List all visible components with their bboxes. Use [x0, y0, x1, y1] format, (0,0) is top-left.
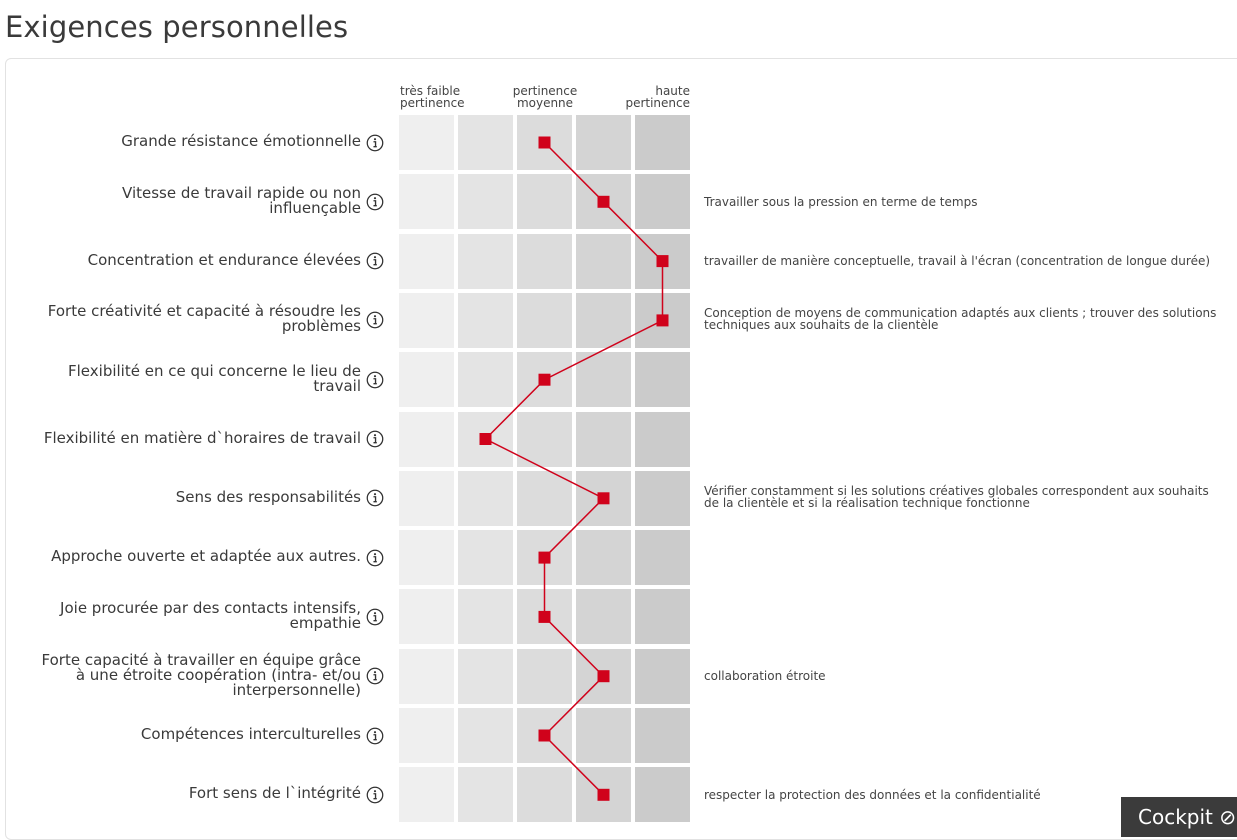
info-circle-icon[interactable] — [366, 549, 384, 567]
grid-cell — [635, 708, 690, 763]
grid-cell — [576, 767, 631, 822]
requirement-comment: travailler de manière conceptuelle, travail à l'écran (concentration de longue durée) — [704, 254, 1211, 269]
grid-cell — [576, 293, 631, 348]
grid-cell — [458, 293, 513, 348]
requirement-label: Concentration et endurance élevées — [87, 250, 361, 269]
requirement-label: Grande résistance émotionnelle — [121, 132, 361, 150]
grid-cell — [635, 530, 690, 585]
grid-cell — [517, 412, 572, 467]
grid-cell — [517, 767, 572, 822]
info-circle-icon[interactable] — [366, 489, 384, 507]
grid-cell — [458, 174, 513, 229]
requirement-comment: respecter la protection des données et la confidentialité — [704, 787, 1041, 802]
grid-cell — [517, 649, 572, 704]
grid-cell — [576, 234, 631, 289]
compass-icon: ⊘ — [1219, 805, 1236, 829]
grid-cell — [399, 530, 454, 585]
grid-cell — [399, 352, 454, 407]
grid-cell — [517, 174, 572, 229]
requirement-label: Compétences interculturelles — [140, 725, 361, 743]
grid-cell — [399, 412, 454, 467]
grid-cell — [576, 589, 631, 644]
grid-cell — [458, 589, 513, 644]
grid-cell — [517, 115, 572, 170]
grid-cell — [458, 530, 513, 585]
grid-cell — [458, 649, 513, 704]
grid-cell — [576, 115, 631, 170]
grid-cell — [517, 530, 572, 585]
grid-cell — [517, 234, 572, 289]
grid-cell — [458, 352, 513, 407]
grid-cell — [576, 352, 631, 407]
info-circle-icon[interactable] — [366, 371, 384, 389]
requirement-label: Fort sens de l`intégrité — [188, 784, 361, 803]
requirement-label: Forte créativité et capacité à résoudre les problèmes — [47, 302, 361, 336]
column-header-low: très faible pertinence — [400, 84, 465, 110]
requirement-label: Forte capacité à travailler en équipe grâce à une étroite coopération (intra- et/ou interpersonnelle) — [41, 650, 361, 699]
info-circle-icon[interactable] — [366, 667, 384, 685]
requirement-comment: collaboration étroite — [704, 669, 826, 684]
requirement-label: Sens des responsabilités — [175, 487, 361, 506]
grid-cell — [458, 115, 513, 170]
grid-cell — [458, 767, 513, 822]
grid-cell — [635, 767, 690, 822]
page-title: Exigences personnelles — [5, 10, 349, 44]
grid-cell — [635, 412, 690, 467]
info-circle-icon[interactable] — [366, 727, 384, 745]
info-circle-icon[interactable] — [366, 252, 384, 270]
info-circle-icon[interactable] — [366, 134, 384, 152]
grid-cell — [635, 589, 690, 644]
grid-cell — [635, 293, 690, 348]
grid-cell — [399, 767, 454, 822]
info-circle-icon[interactable] — [366, 430, 384, 448]
requirement-label: Approche ouverte et adaptée aux autres. — [51, 547, 361, 566]
grid-cell — [635, 352, 690, 407]
info-circle-icon[interactable] — [366, 193, 384, 211]
grid-cell — [399, 115, 454, 170]
column-header-medium: pertinence moyenne — [512, 84, 578, 110]
grid-cell — [517, 471, 572, 526]
grid-cell — [458, 708, 513, 763]
info-circle-icon[interactable] — [366, 311, 384, 329]
grid-cell — [399, 174, 454, 229]
grid-cell — [517, 293, 572, 348]
grid-cell — [458, 412, 513, 467]
grid-cell — [635, 234, 690, 289]
grid-cell — [517, 589, 572, 644]
column-header-high: haute pertinence — [625, 84, 690, 110]
grid-cell — [576, 471, 631, 526]
grid-cell — [399, 471, 454, 526]
grid-cell — [517, 352, 572, 407]
grid-cell — [635, 174, 690, 229]
requirement-label: Flexibilité en ce qui concerne le lieu de travail — [68, 361, 361, 395]
info-circle-icon[interactable] — [366, 608, 384, 626]
requirement-comment: Conception de moyens de communication adaptés aux clients ; trouver des solutions techniques aux souhaits de la clientèle — [704, 306, 1217, 333]
requirement-label: Vitesse de travail rapide ou non influençable — [122, 183, 361, 217]
grid-cell — [458, 471, 513, 526]
grid-cell — [576, 649, 631, 704]
grid-cell — [399, 708, 454, 763]
grid-cell — [458, 234, 513, 289]
grid-cell — [399, 649, 454, 704]
grid-cell — [635, 115, 690, 170]
cockpit-button[interactable]: Cockpit ⊘ — [1121, 797, 1237, 837]
info-circle-icon[interactable] — [366, 786, 384, 804]
requirement-comment: Vérifier constamment si les solutions créatives globales correspondent aux souhaits de la clientèle et si la réalisation technique fonctionne — [704, 484, 1209, 511]
grid-cell — [399, 234, 454, 289]
requirement-label: Joie procurée par des contacts intensifs, empathie — [60, 598, 361, 632]
grid-cell — [399, 293, 454, 348]
grid-cell — [517, 708, 572, 763]
grid-cell — [576, 412, 631, 467]
grid-cell — [635, 649, 690, 704]
grid-cell — [576, 708, 631, 763]
requirement-comment: Travailler sous la pression en terme de temps — [704, 194, 978, 209]
grid-cell — [576, 174, 631, 229]
grid-cell — [635, 471, 690, 526]
grid-cell — [399, 589, 454, 644]
requirement-label: Flexibilité en matière d`horaires de travail — [43, 428, 361, 447]
grid-cell — [576, 530, 631, 585]
